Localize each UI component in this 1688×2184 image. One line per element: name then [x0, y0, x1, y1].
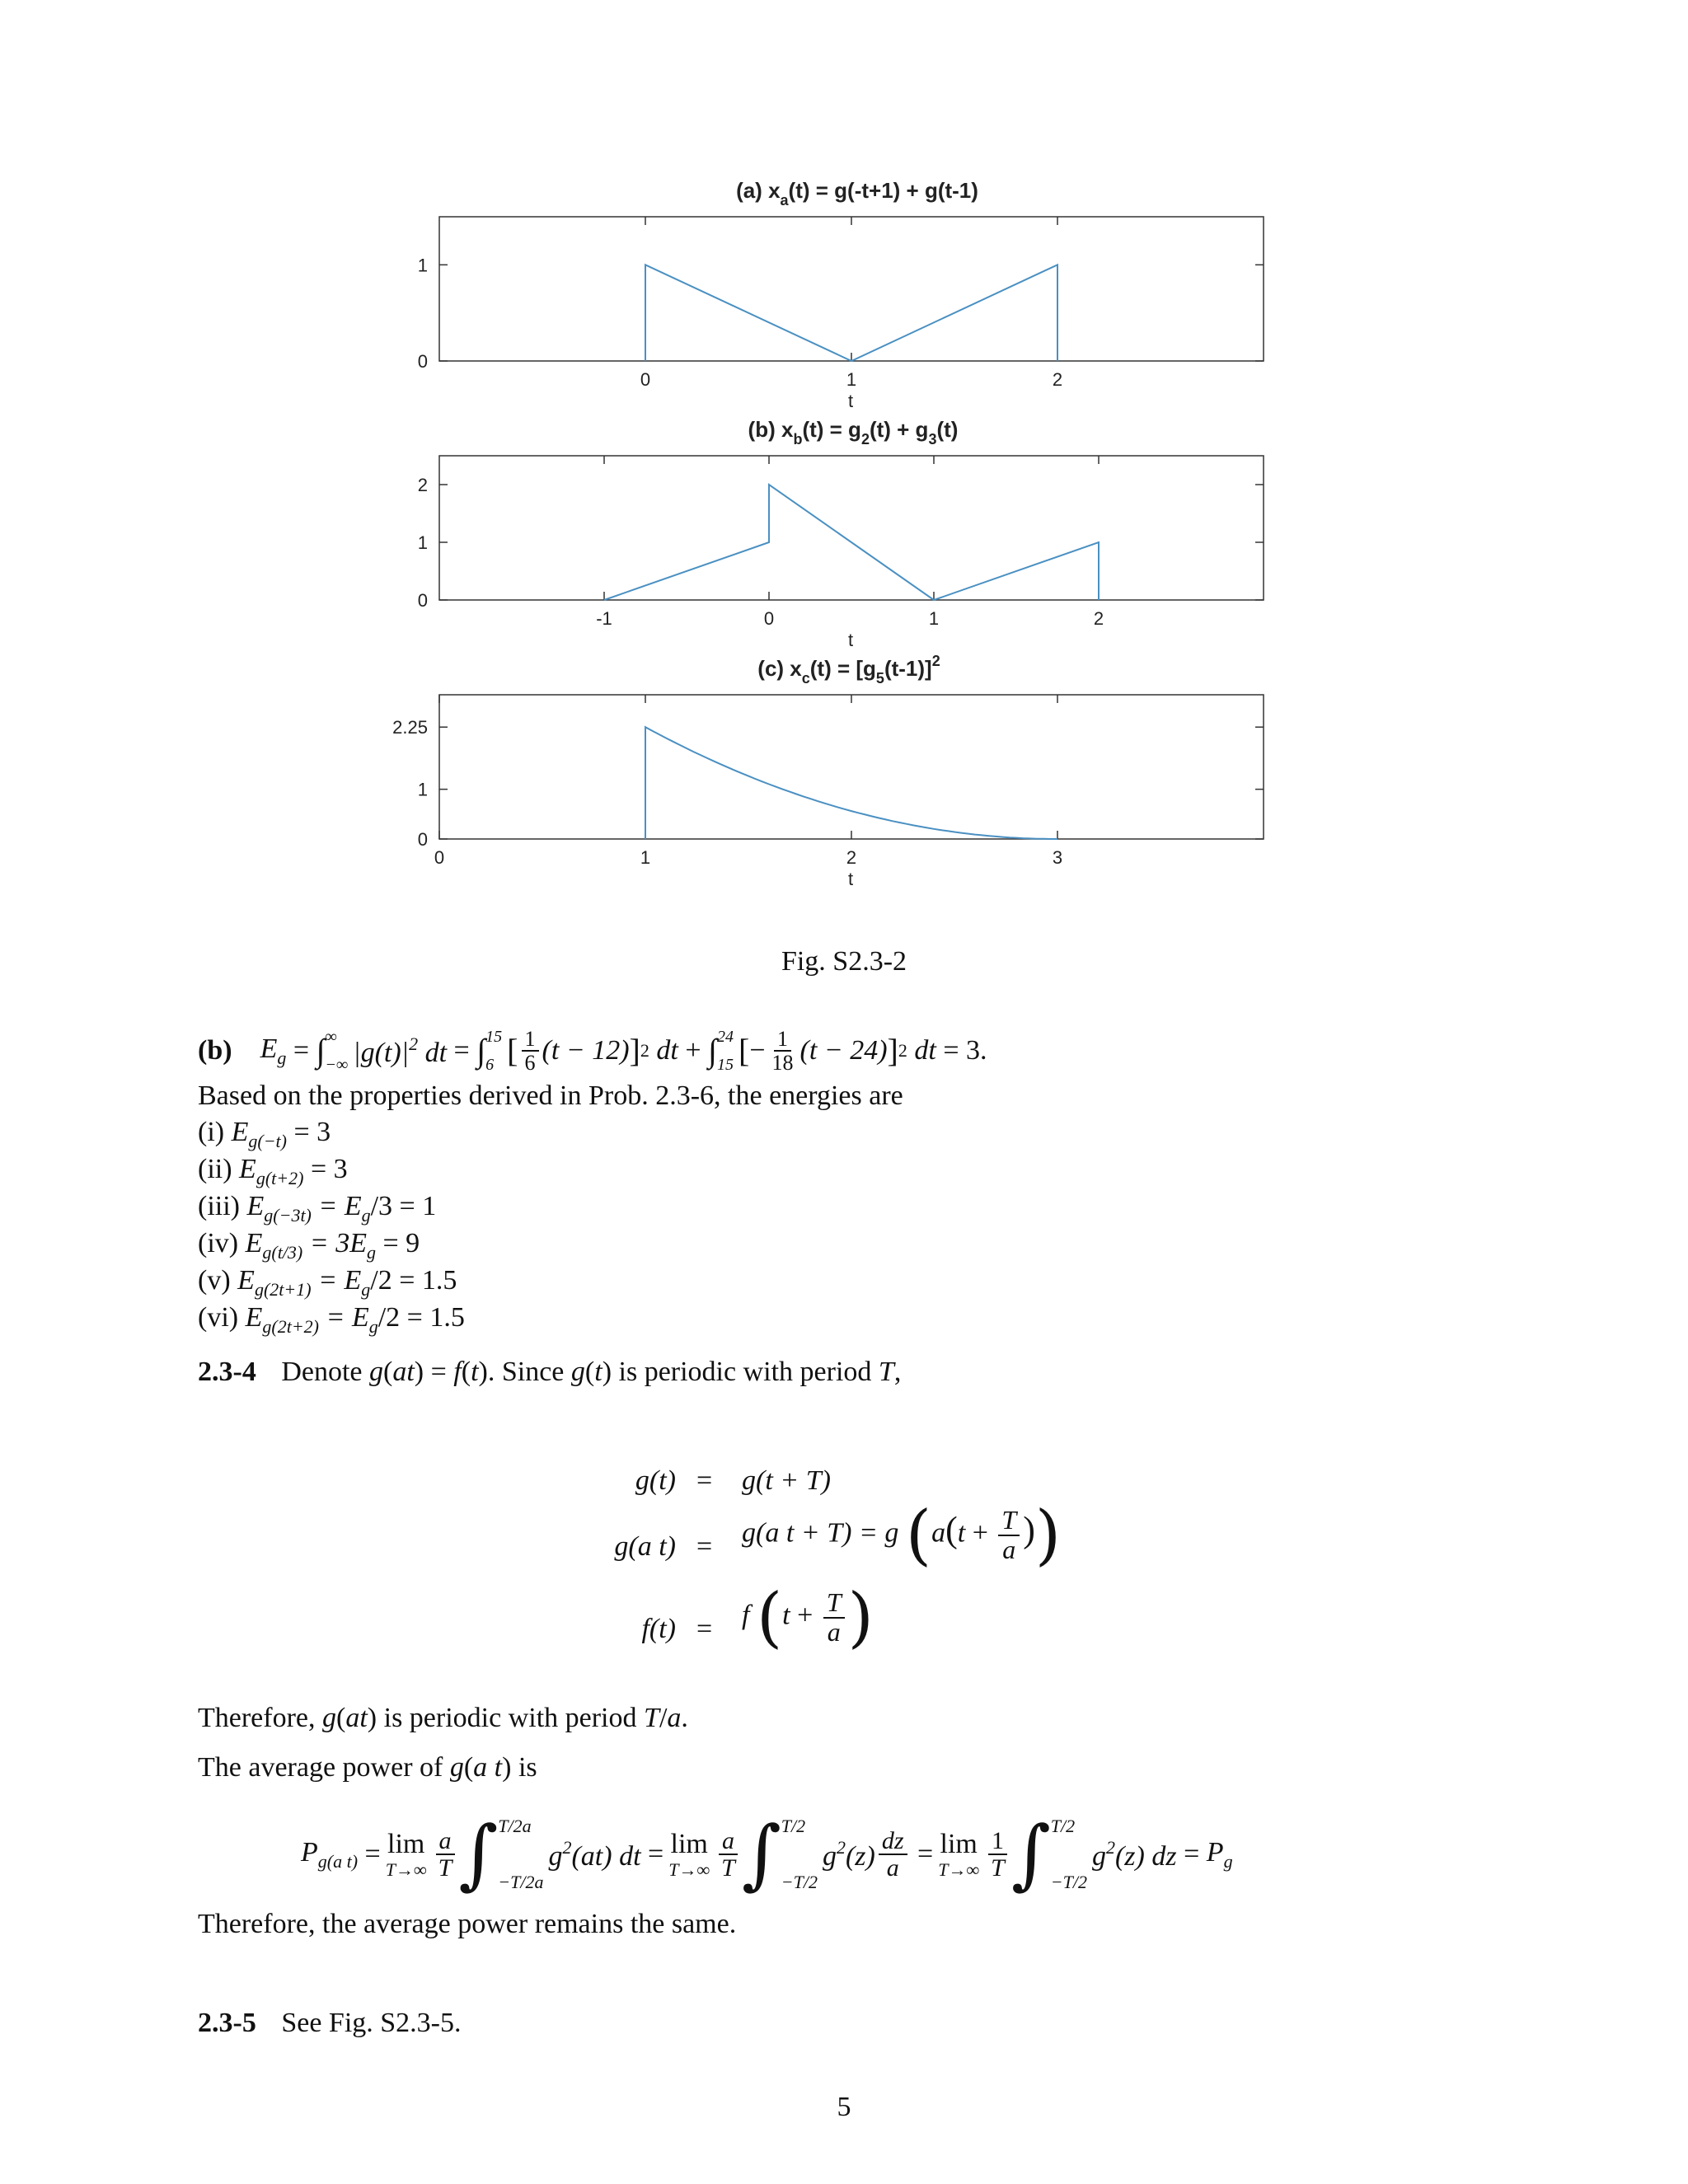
plot-c-title: (c) $x_c(t) = [g_5(t-1)]^2$ — [757, 653, 940, 687]
x-tick-label: -1 — [596, 608, 612, 629]
plot-c-axes-box — [439, 695, 1264, 839]
avg-power-intro: The average power of g(a t) is — [198, 1752, 537, 1783]
plot-b-title: (b) $x_b(t) = g_2(t) + g_3(t)$ — [748, 417, 959, 448]
energy-list — [198, 1118, 465, 1341]
prob-234-number: 2.3-4 — [198, 1357, 256, 1387]
x-tick-label: 3 — [1052, 847, 1063, 868]
frac-a-T: $\frac{a}{T}$ — [435, 1828, 456, 1882]
frac-a-T-2: $\frac{a}{T}$ — [718, 1828, 738, 1882]
frac-dz-a: $\frac{dz}{a}$ — [879, 1828, 907, 1882]
eq-row3-equals: = — [696, 1614, 713, 1644]
energy-item: (iv) $E_{g(t/3)} = 3E_g = 9$ — [198, 1228, 420, 1263]
plot-a-title: (a) $x_a(t) = g(-t+1) + g(t-1)$ — [736, 178, 978, 209]
part-b-label: (b) — [198, 1035, 232, 1066]
plot-a-ticks — [418, 217, 1264, 390]
int-3: ∫ — [1010, 1810, 1051, 1899]
plot-b-xlabel: t — [847, 630, 854, 650]
eq-frac-1-6: $\frac{1}{6}$ — [522, 1028, 539, 1075]
plot-a-series-line — [645, 265, 1057, 361]
eq-P-rhs: $P_g$ — [1206, 1836, 1233, 1872]
plot-c-series-line — [645, 727, 1057, 839]
eq-row1-lhs: g(t) — [635, 1465, 676, 1496]
plot-a — [418, 178, 1264, 411]
avg-power-equation: $P_{g(a t)}$ = lim T→∞ $\frac{a}{T}$ ∫ T/2a −T/2a $g^2(at)$ dt = lim T→∞ $\frac{a}{T}$ ∫ T/2 −T/2 $g^2(z)$ $\frac{dz}{a}$ = lim T→∞ $\frac{1}{T}$ ∫ T/2 −T/2 $g^2(z)$ dz = $P_g$ — [301, 1810, 1233, 1899]
energy-item: (i) $E_{g(-t)} = 3$ — [198, 1117, 331, 1151]
figure-s2-3-2 — [0, 0, 1688, 931]
plot-c — [392, 653, 1264, 889]
x-tick-label: 1 — [640, 847, 651, 868]
prob-234-intro: 2.3-4 Denote g(at) = f(t). Since g(t) is periodic with period T, — [198, 1357, 902, 1387]
eq-int-3-limits: 24 15 — [716, 1028, 734, 1074]
eq-row2-lhs: g(a t) — [614, 1531, 676, 1562]
lim-2: lim T→∞ — [668, 1829, 710, 1880]
x-tick-label: 0 — [763, 608, 775, 629]
therefore-same: Therefore, the average power remains the same. — [198, 1909, 737, 1939]
y-tick-label: 0 — [417, 351, 428, 372]
therefore-periodic: Therefore, g(at) is periodic with period T/a. — [198, 1703, 688, 1733]
plot-c-ticks — [392, 695, 1264, 868]
eq-int-3: ∫ — [708, 1032, 717, 1069]
eq-P-lhs: $P_{g(a t)}$ — [301, 1836, 359, 1872]
prob-235: 2.3-5 See Fig. S2.3-5. — [198, 2008, 462, 2038]
eq-int-1-limits: ∞ −∞ — [325, 1028, 349, 1074]
y-tick-label: 2.25 — [392, 717, 428, 738]
lim-3: lim T→∞ — [938, 1829, 980, 1880]
x-tick-label: 0 — [640, 369, 651, 390]
eq-int-2-limits: 15 6 — [485, 1028, 503, 1074]
eq-equals-2: = — [447, 1035, 477, 1066]
plot-c-xlabel: t — [847, 869, 854, 889]
plot-b-axes-box — [439, 456, 1264, 600]
int-1-limits: T/2a −T/2a — [498, 1816, 544, 1892]
periodicity-equations — [412, 1459, 1154, 1673]
y-tick-label: 1 — [417, 779, 428, 800]
x-tick-label: 2 — [1093, 608, 1104, 629]
eq-int-2: ∫ — [476, 1032, 486, 1069]
eq-row1-equals: = — [696, 1465, 713, 1496]
eq-term-1b: (t − 12) — [542, 1035, 630, 1066]
int-1: ∫ — [458, 1810, 499, 1899]
eq-row2-equals: = — [696, 1531, 713, 1562]
eq-term-2b: (t − 24) — [799, 1035, 888, 1066]
x-tick-label: 2 — [1052, 369, 1063, 390]
eq-int-1: ∫ — [316, 1032, 326, 1069]
plot-b-ticks — [418, 456, 1264, 629]
eq-row1-rhs: g(t + T) — [742, 1465, 831, 1496]
lim-1: lim T→∞ — [385, 1829, 427, 1880]
y-tick-label: 0 — [417, 829, 428, 850]
eq-term-1: [ — [507, 1032, 518, 1069]
eq-row3-rhs: f (t + $\frac{T}{a}$ ) — [742, 1578, 874, 1656]
y-tick-label: 1 — [417, 255, 428, 276]
energy-equation: (b) $E_g$ = ∫ ∞ −∞ $|g(t)|^2$ dt = ∫ 15 6 [ $\frac{1}{6}$ (t − 12) ] 2 dt + ∫ 24 15 [ − $\frac{1}{18}$ (t − 24) ] 2 dt = 3. — [198, 1026, 987, 1075]
page-number: 5 — [837, 2092, 851, 2122]
energy-item: (ii) $E_{g(t+2)} = 3$ — [198, 1154, 348, 1188]
eq-equals-1: = — [286, 1035, 316, 1066]
plot-b — [418, 417, 1264, 650]
energy-item: (iii) $E_{g(-3t)} = E_g/3 = 1$ — [198, 1191, 437, 1226]
int-2: ∫ — [741, 1810, 781, 1899]
frac-1-T: $\frac{1}{T}$ — [987, 1828, 1008, 1882]
eq-row3-lhs: f(t) — [641, 1614, 676, 1644]
figure-caption: Fig. S2.3-2 — [781, 946, 907, 977]
x-tick-label: 0 — [434, 847, 445, 868]
based-on-text: Based on the properties derived in Prob. 2.3-6, the energies are — [198, 1080, 903, 1111]
y-tick-label: 0 — [417, 590, 428, 611]
x-tick-label: 1 — [846, 369, 857, 390]
plot-b-series-line — [604, 485, 1099, 600]
eq-Eg: $E_g$ — [260, 1033, 287, 1068]
energy-item: (vi) $E_{g(2t+2)} = E_g/2 = 1.5$ — [198, 1302, 465, 1337]
plot-a-axes-box — [439, 217, 1264, 361]
prob-235-number: 2.3-5 — [198, 2008, 256, 2038]
x-tick-label: 1 — [928, 608, 940, 629]
energy-item: (v) $E_{g(2t+1)} = E_g/2 = 1.5$ — [198, 1265, 457, 1300]
y-tick-label: 1 — [417, 532, 428, 553]
y-tick-label: 2 — [417, 475, 428, 495]
int-2-limits: T/2 −T/2 — [781, 1816, 818, 1892]
eq-frac-1-18: $\frac{1}{18}$ — [771, 1026, 794, 1075]
eq-row2-rhs: g(a t + T) = g (a(t + $\frac{T}{a}$ )) — [742, 1496, 1062, 1573]
eq-abs-g: $|g(t)|^2$ dt — [353, 1033, 448, 1068]
x-tick-label: 2 — [846, 847, 857, 868]
int-3-limits: T/2 −T/2 — [1050, 1816, 1087, 1892]
plot-a-xlabel: t — [847, 391, 854, 411]
